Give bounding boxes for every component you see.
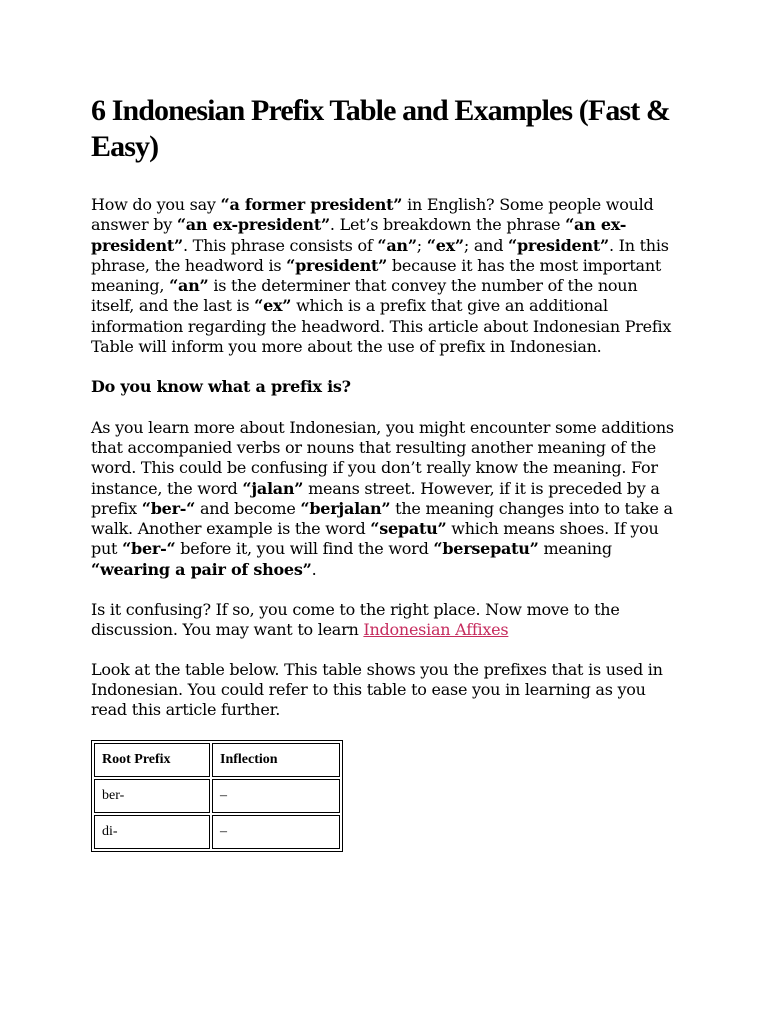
bold-phrase: “wearing a pair of shoes”: [91, 559, 312, 579]
bold-phrase: “ber-“: [141, 498, 196, 518]
bold-phrase: “an”: [377, 235, 417, 255]
bold-phrase: “president”: [286, 255, 388, 275]
bold-phrase: “an ex-president”: [176, 215, 330, 235]
section-question: [91, 377, 681, 397]
bold-phrase: “ber-“: [122, 539, 176, 559]
bold-phrase: “president”: [508, 235, 609, 255]
table-intro-paragraph: Look at the table below. This table shows you the prefixes that is used in Indonesian. You could refer to this table to ease you in learning as you read this article further.: [91, 659, 663, 720]
table-cell-inflection: –: [212, 779, 340, 813]
discussion-text: Is it confusing? If so, you come to the right place. Now move to the discussion. You may want to learn: [91, 599, 620, 639]
table-header-row: [94, 743, 340, 777]
bold-phrase: “berjalan”: [300, 498, 391, 518]
bold-phrase: “jalan”: [242, 478, 304, 498]
text-run: . This phrase consists of: [182, 235, 378, 255]
text-run: because it has the most important meaning,: [91, 255, 662, 296]
text-run: in English? Some people would answer by: [91, 195, 654, 235]
text-run: . In this phrase, the headword is: [91, 235, 669, 275]
column-header-root-prefix: Root Prefix: [94, 743, 210, 777]
table-cell-inflection: –: [212, 815, 340, 849]
text-run: How do you say: [91, 195, 221, 214]
text-run: means street. However, if it is preceded by a prefix: [91, 478, 660, 518]
prefix-table: [91, 740, 343, 852]
table-cell-prefix: ber-: [94, 779, 210, 813]
table-row: [94, 779, 340, 813]
text-run: ; and: [463, 235, 509, 255]
explanation-paragraph: [91, 418, 681, 580]
text-run: .: [311, 559, 317, 579]
bold-phrase: “an”: [169, 276, 209, 296]
text-run: ;: [416, 235, 427, 255]
discussion-paragraph: [91, 600, 681, 641]
section-question-text: Do you know what a prefix is?: [91, 376, 351, 396]
bold-phrase: “an ex-president”: [91, 215, 627, 255]
text-run: before it, you will find the word: [175, 539, 434, 559]
bold-phrase: “ex”: [254, 296, 292, 316]
table-cell-prefix: di-: [94, 815, 210, 849]
bold-phrase: “bersepatu”: [433, 539, 539, 559]
article: [91, 93, 681, 852]
text-run: . Let’s breakdown the phrase: [329, 215, 566, 235]
text-run: which is a prefix that give an additional information regarding the headword. This article about Indonesian Prefix Table will inform you more about the use of prefix in Indonesian.: [91, 296, 672, 357]
bold-phrase: “a former president”: [220, 195, 403, 214]
indonesian-affixes-link[interactable]: Indonesian Affixes: [363, 619, 509, 639]
bold-phrase: “sepatu”: [370, 519, 447, 539]
text-run: and become: [195, 498, 301, 518]
intro-paragraph: [91, 195, 681, 357]
column-header-inflection: Inflection: [212, 743, 340, 777]
text-run: meaning: [538, 539, 612, 559]
text-run: is the determiner that convey the number of the noun itself, and the last is: [91, 276, 638, 316]
text-run: which means shoes. If you put: [91, 519, 659, 559]
text-run: the meaning changes into to take a walk. Another example is the word: [91, 498, 673, 539]
text-run: As you learn more about Indonesian, you might encounter some additions that accompanied verbs or nouns that resulting another meaning of the word. This could be confusing if you don’t really know the meaning. For instance, the word: [91, 417, 674, 498]
bold-phrase: “ex”: [426, 235, 464, 255]
page-title: 6 Indonesian Prefix Table and Examples (Fast & Easy): [91, 94, 670, 163]
table-row: [94, 815, 340, 849]
